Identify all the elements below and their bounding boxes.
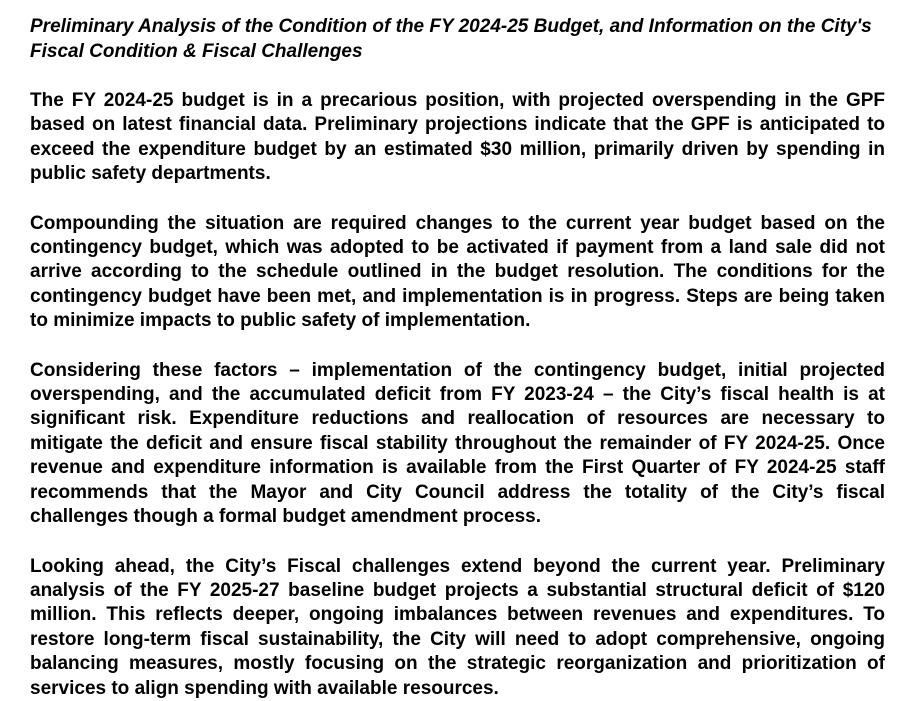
paragraph-contingency-budget: Compounding the situation are required changes to the current year budget based on the contingency budget, which was adopted to be activated if payment from a land sale did not arrive according to the schedule outlined in the budget resolution. The conditions for the contingency budget have been met, and implementation is in progress. Steps are being taken to minimize impacts to public safety of implementation. xyxy=(30,212,885,332)
paragraph-looking-ahead: Looking ahead, the City’s Fiscal challenges extend beyond the current year. Preliminary analysis of the FY 2025-27 baseline budget projects a substantial structural deficit of $120 million. This reflects deeper, ongoing imbalances between revenues and expenditures. To restore long-term fiscal sustainability, the City will need to adopt comprehensive, ongoing balancing measures, mostly focusing on the strategic reorganization and prioritization of services to align spending with available resources. xyxy=(30,555,885,699)
paragraph-budget-position: The FY 2024-25 budget is in a precarious position, with projected overspending in the GPF based on latest financial data. Preliminary projections indicate that the GPF is anticipated to exceed the expenditure budget by an estimated $30 million, primarily driven by spending in public safety departments. xyxy=(30,90,885,185)
spacer xyxy=(30,530,885,555)
document-page xyxy=(30,14,885,701)
paragraph-fiscal-health: Considering these factors – implementation of the contingency budget, initial projected overspending, and the accumulated deficit from FY 2023-24 – the City’s fiscal health is at significant risk. Expenditure reductions and reallocation of resources are necessary to mitigate the deficit and ensure fiscal stability throughout the remainder of FY 2024-25. Once revenue and expenditure information is available from the First Quarter of FY 2024-25 staff recommends that the Mayor and City Council address the totality of the City’s fiscal challenges though a formal budget amendment process. xyxy=(30,359,885,528)
document-title: Preliminary Analysis of the Condition of the FY 2024-25 Budget, and Information on the City's Fiscal Condition & Fiscal Challenges xyxy=(30,16,872,62)
spacer xyxy=(30,64,885,89)
spacer xyxy=(30,334,885,359)
spacer xyxy=(30,187,885,212)
